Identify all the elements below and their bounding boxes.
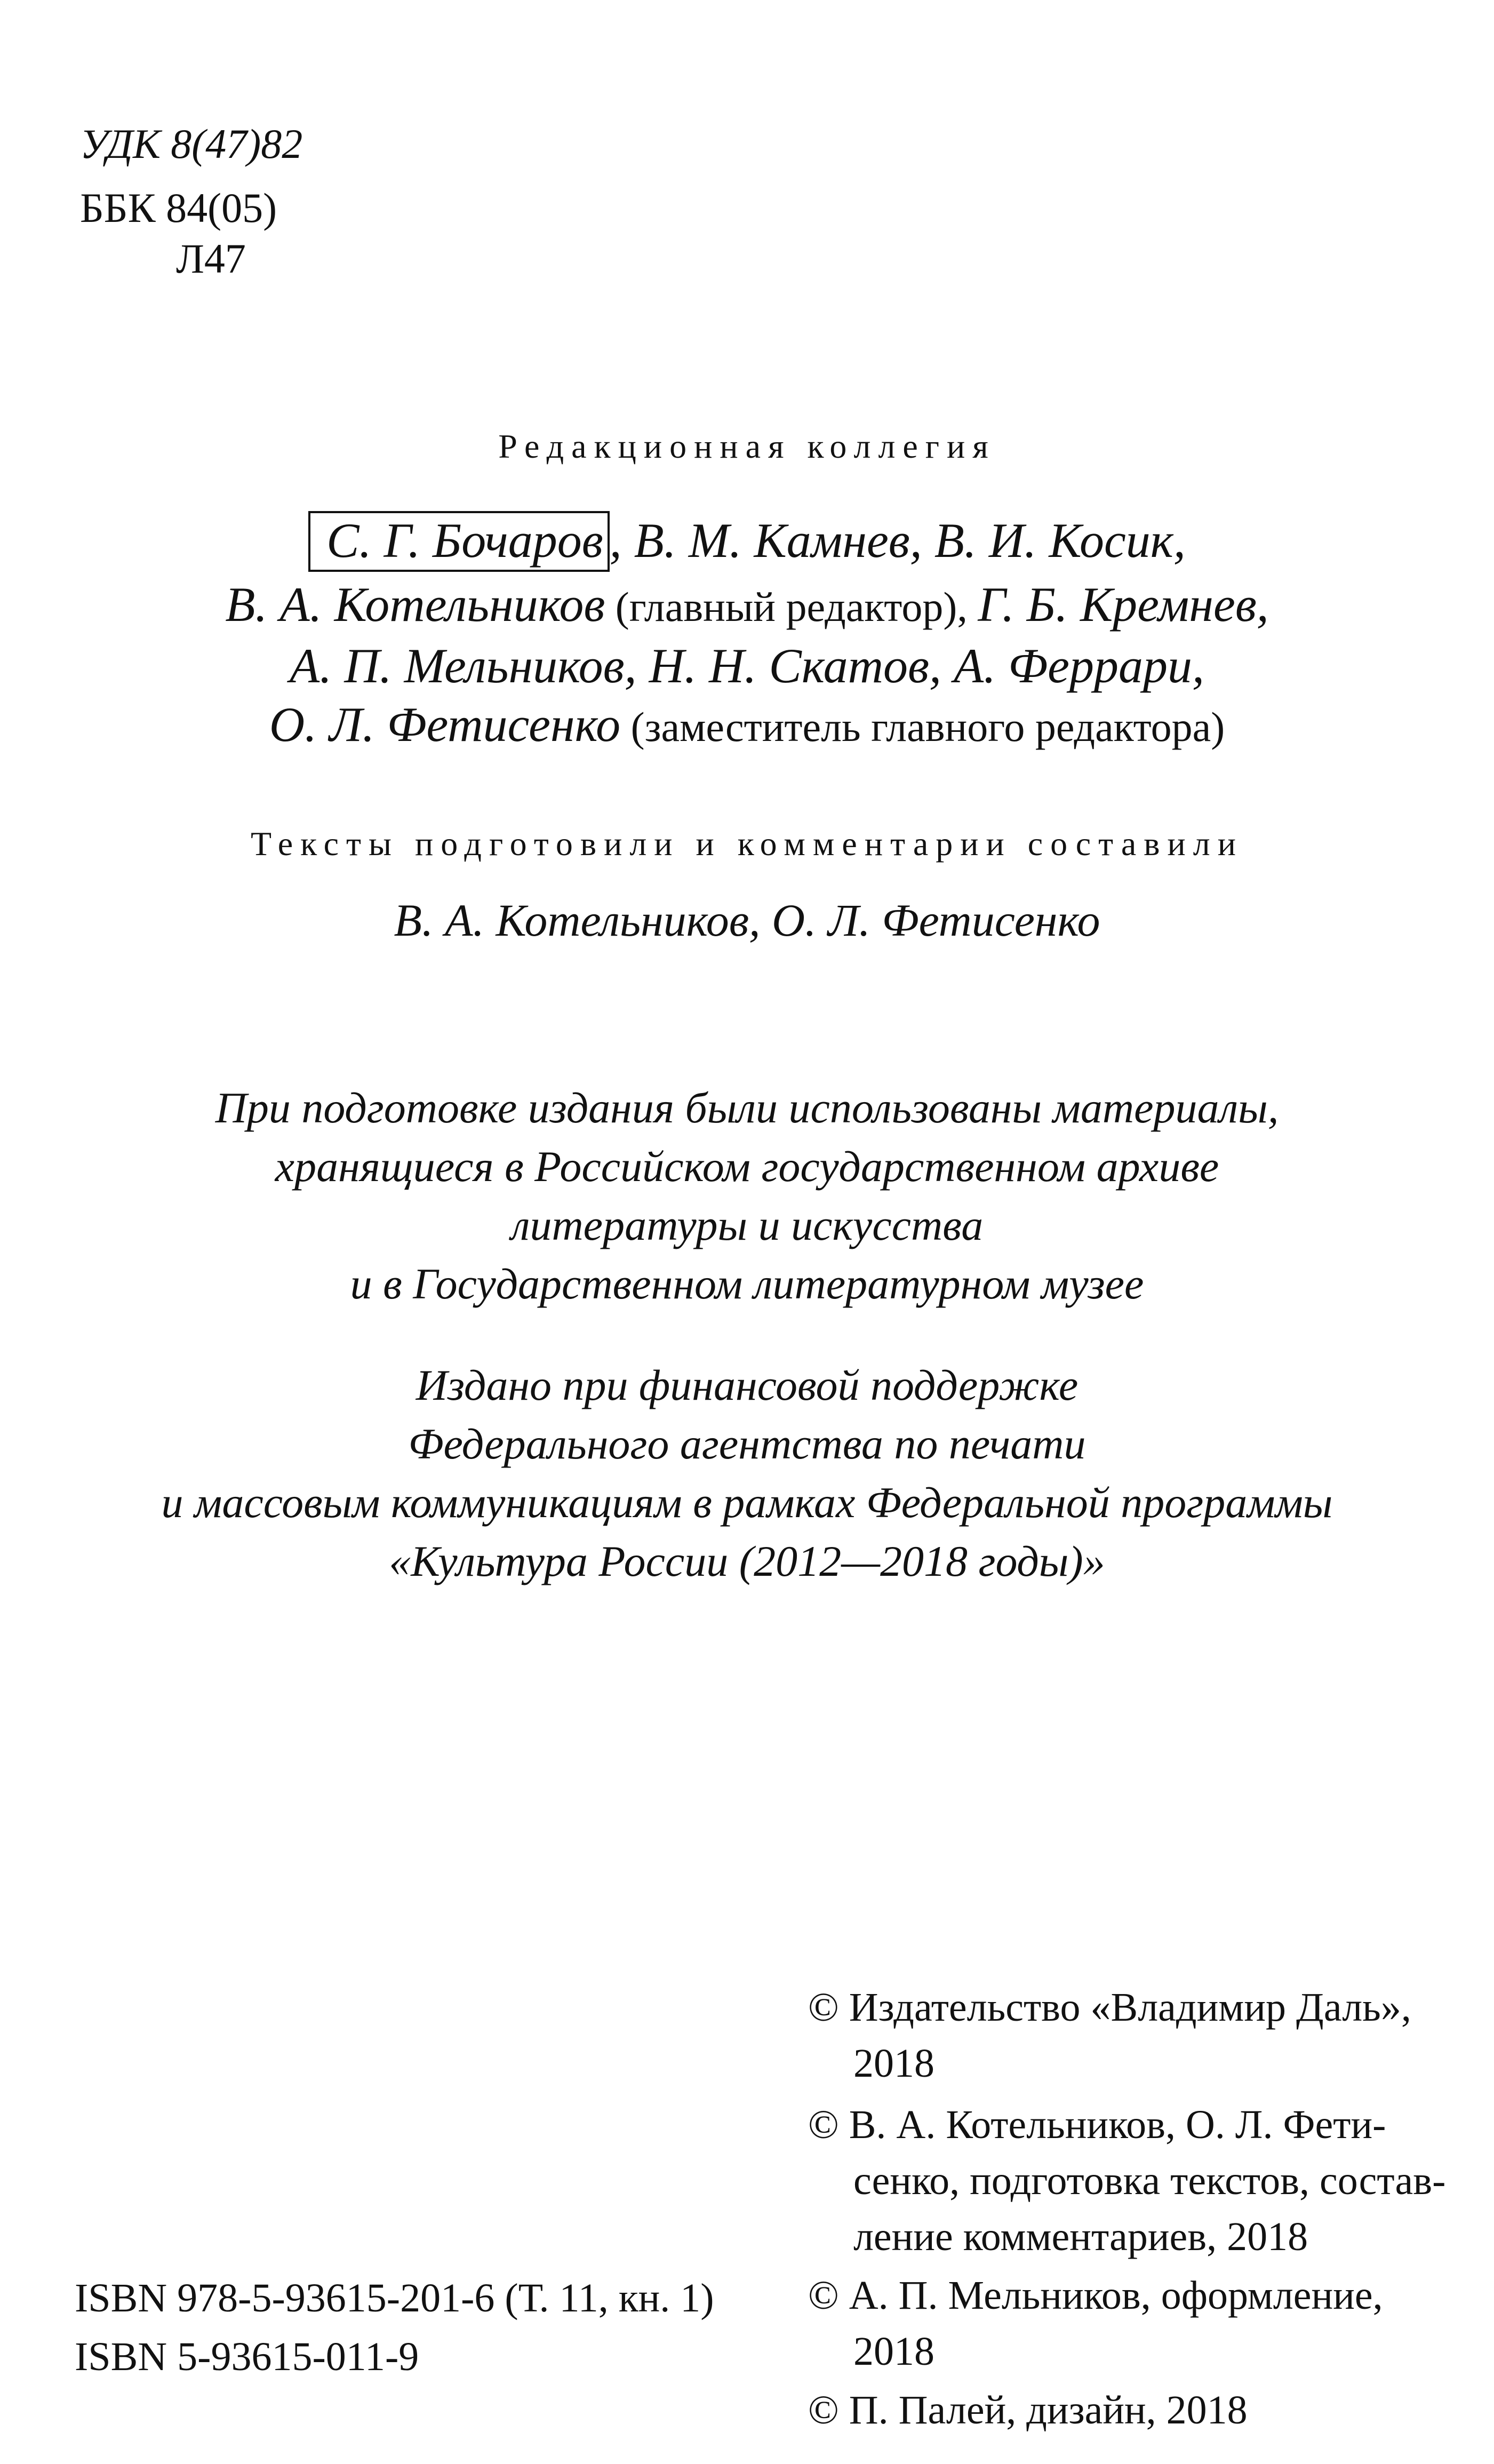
copyright-line: © П. Палей, дизайн, 2018 (808, 2388, 1248, 2433)
isbn-series: ISBN 5-93615-011-9 (75, 2334, 419, 2379)
materials-note-line: При подготовке издания были использованы материалы, (215, 1083, 1279, 1132)
copyright-line: © А. П. Мельников, оформление, (808, 2273, 1383, 2318)
funding-note-line: «Культура России (2012—2018 годы)» (389, 1537, 1105, 1585)
materials-note-line: и в Государственном литературном музее (350, 1259, 1144, 1308)
deputy-editor-role: (заместитель главного редактора) (620, 704, 1225, 750)
author-mark: Л47 (176, 235, 246, 282)
isbn-volume: ISBN 978-5-93615-201-6 (Т. 11, кн. 1) (75, 2276, 714, 2321)
copyright-line: © В. А. Котельников, О. Л. Фети- (808, 2102, 1386, 2147)
deceased-member-box: С. Г. Бочаров (308, 511, 610, 572)
copyright-line: © Издательство «Владимир Даль», (808, 1985, 1411, 2030)
editorial-board-line (0, 696, 1494, 753)
materials-note-line: литературы и искусства (510, 1201, 984, 1249)
copyright-line: 2018 (853, 2041, 934, 2086)
bbk-code: ББК 84(05) (80, 185, 277, 231)
board-names: Г. Б. Кремнев, (978, 577, 1269, 632)
editorial-board-line (0, 576, 1494, 633)
copyright-line: 2018 (853, 2329, 934, 2374)
materials-note-line: хранящиеся в Российском государственном архиве (275, 1142, 1219, 1191)
udk-code: УДК 8(47)82 (80, 121, 303, 167)
deputy-editor-name: О. Л. Фетисенко (269, 697, 621, 752)
editorial-board-line (0, 512, 1494, 569)
board-names: , В. М. Камнев, В. И. Косик, (609, 513, 1186, 568)
editorial-board-line: А. П. Мельников, Н. Н. Скатов, А. Феррари, (290, 639, 1204, 693)
funding-note-line: Издано при финансовой поддержке (416, 1361, 1078, 1409)
funding-note-line: Федерального агентства по печати (408, 1420, 1086, 1468)
chief-editor-name: В. А. Котельников (225, 577, 605, 632)
funding-note-line: и массовым коммуникациям в рамках Федеральной программы (161, 1478, 1333, 1527)
copyright-line: сенко, подготовка текстов, состав- (853, 2158, 1446, 2203)
chief-editor-role: (главный редактор), (605, 584, 978, 630)
copyright-line: ление комментариев, 2018 (853, 2214, 1308, 2259)
prepared-by-heading: Тексты подготовили и комментарии составили (251, 825, 1243, 863)
editorial-board-heading: Редакционная коллегия (498, 427, 996, 465)
prepared-by-names: В. А. Котельников, О. Л. Фетисенко (394, 895, 1100, 946)
